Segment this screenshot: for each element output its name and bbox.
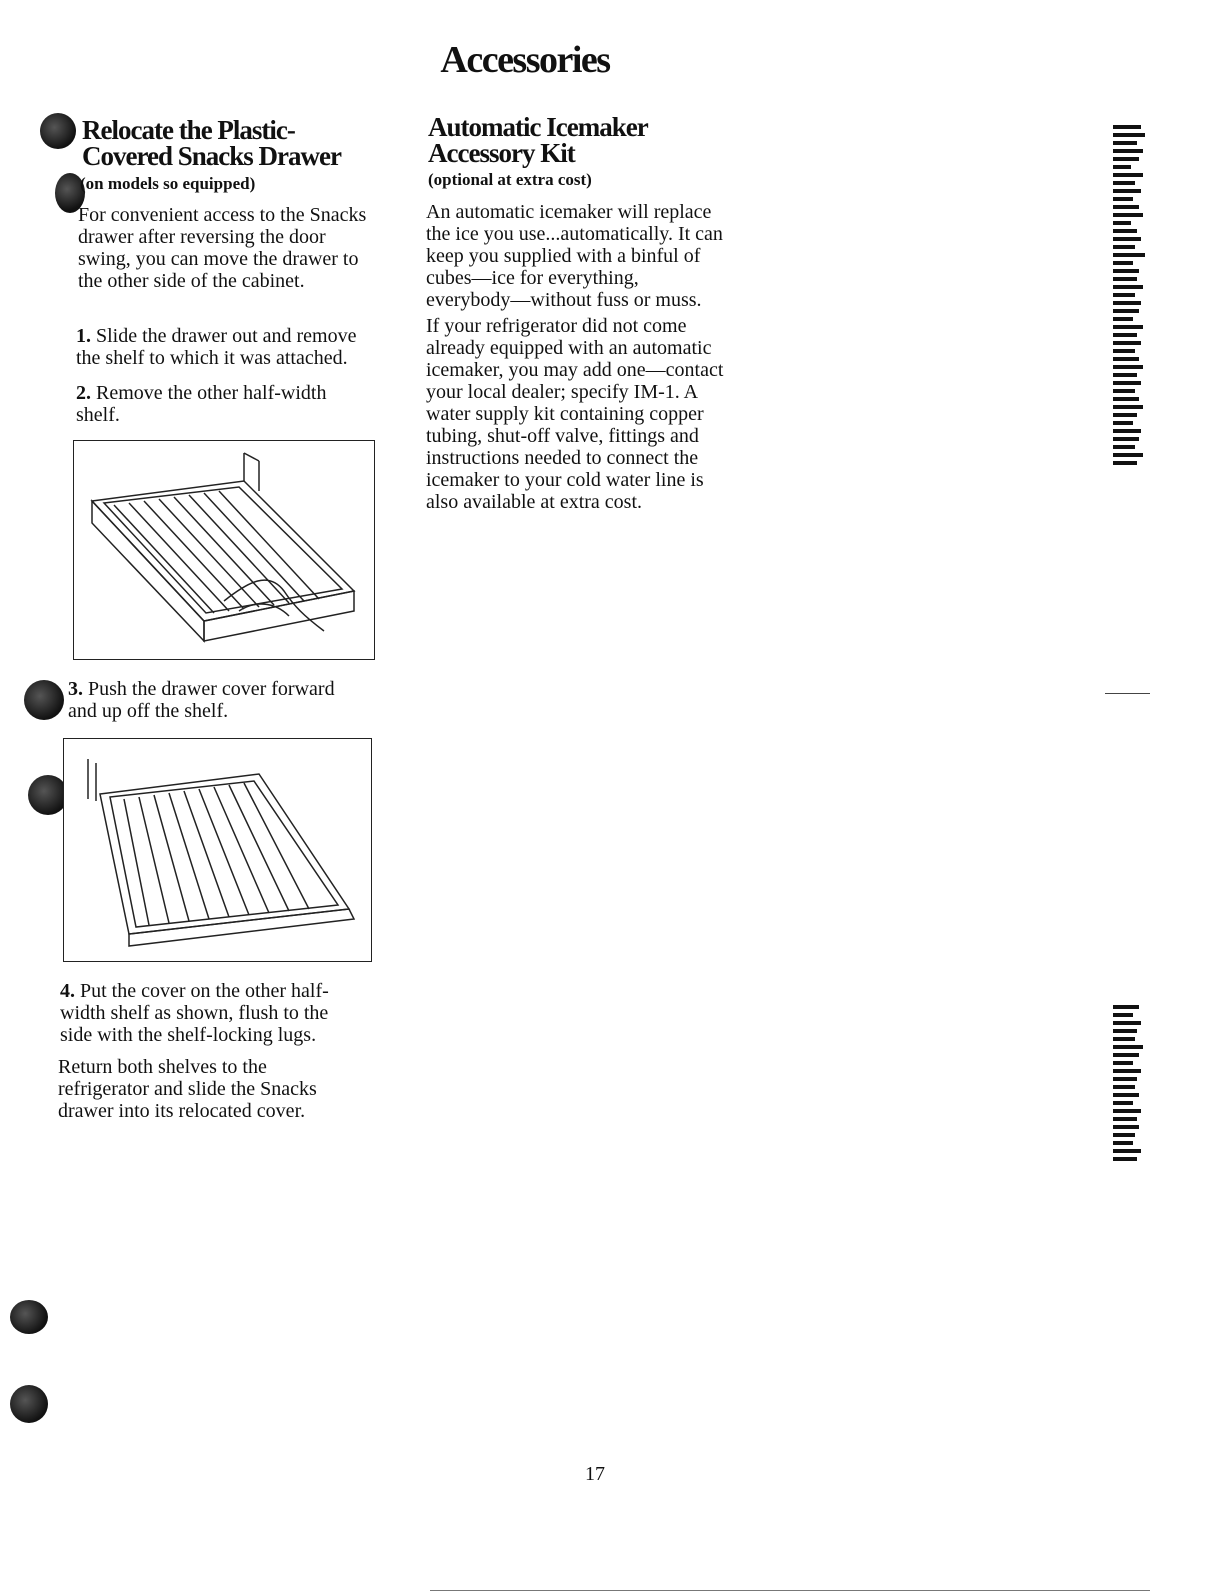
step-3-text: Push the drawer cover forward and up off the shelf.	[68, 678, 335, 722]
step-2-text: Remove the other half-width shelf.	[76, 382, 327, 426]
binder-hole-3	[24, 680, 64, 720]
figure-drawer-removal	[73, 440, 375, 660]
step-3	[68, 678, 368, 722]
binder-hole-top	[40, 113, 76, 149]
step-4-number: 4.	[60, 980, 75, 1002]
left-subheading: (on models so equipped)	[80, 174, 256, 193]
edge-marks-bottom	[1113, 1005, 1153, 1165]
left-intro	[78, 204, 373, 292]
left-heading-line1: Relocate the Plastic-	[82, 115, 295, 145]
binder-hole-6	[10, 1385, 48, 1423]
step-3-number: 3.	[68, 678, 83, 700]
icemaker-para2-text: If your refrigerator did not come already equipped with an automatic icemaker, you may add one—contact your local dealer; specify IM-1. A water supply kit containing copper tubing, shut-off valve, fittings and instructions needed to connect the icemaker to your cold water line is also available at extra cost.	[426, 315, 724, 513]
edge-divider	[1105, 693, 1150, 694]
right-heading-line1: Automatic Icemaker	[428, 112, 648, 142]
right-heading-line2: Accessory Kit	[428, 138, 575, 168]
figure-cover-on-shelf	[63, 738, 372, 962]
page-title: Accessories	[440, 39, 610, 81]
closing-text: Return both shelves to the refrigerator and slide the Snacks drawer into its relocated cover.	[58, 1056, 317, 1122]
bottom-edge-line	[430, 1590, 1150, 1591]
intro-text: For convenient access to the Snacks drawer after reversing the door swing, you can move the drawer to the other side of the cabinet.	[78, 204, 367, 292]
binder-hole-5	[10, 1300, 48, 1334]
step-1-number: 1.	[76, 325, 91, 347]
step-4	[60, 980, 360, 1046]
step-4-text: Put the cover on the other half-width shelf as shown, flush to the side with the shelf-locking lugs.	[60, 980, 329, 1046]
icemaker-paragraph-1	[426, 201, 726, 311]
page-number: 17	[585, 1463, 605, 1485]
edge-marks-top	[1113, 125, 1153, 469]
right-subheading: (optional at extra cost)	[428, 170, 592, 189]
icemaker-paragraph-2	[426, 315, 726, 513]
icemaker-para1-text: An automatic icemaker will replace the ice you use...automatically. It can keep you supplied with a binful of cubes—ice for everything, everybody—without fuss or muss.	[426, 201, 723, 311]
step-2	[76, 382, 366, 426]
step-1	[76, 325, 376, 369]
step-1-text: Slide the drawer out and remove the shelf to which it was attached.	[76, 325, 357, 369]
step-2-number: 2.	[76, 382, 91, 404]
left-heading-line2: Covered Snacks Drawer	[82, 141, 341, 171]
closing-paragraph	[58, 1056, 348, 1122]
binder-hole-4	[28, 775, 68, 815]
shelf-cover-illustration	[64, 739, 371, 961]
drawer-removal-illustration	[74, 441, 374, 659]
